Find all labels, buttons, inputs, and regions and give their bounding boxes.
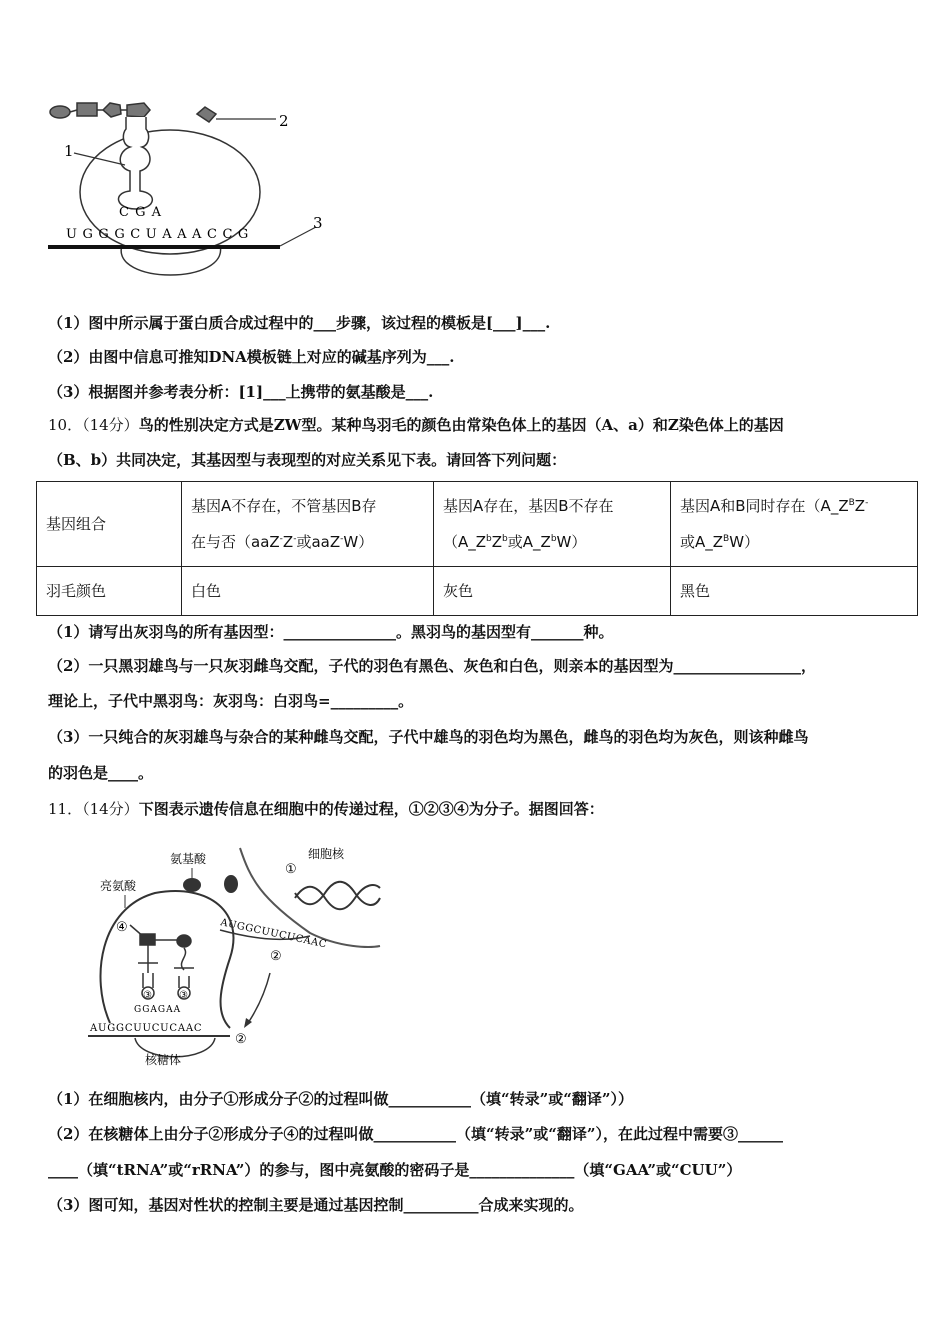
- label-amino-acid: 氨基酸: [170, 852, 207, 866]
- q10-stem-line2: （B、b）共同决定，其基因型与表现型的对应关系见下表。请回答下列问题：: [48, 451, 567, 469]
- polypeptide-chain: [50, 103, 150, 118]
- q10-sub1: （1）请写出灰羽鸟的所有基因型：_______________。黑羽鸟的基因型有_______种。: [48, 623, 614, 641]
- label-molecule-4: ④: [116, 920, 128, 935]
- cell-text: Z: [491, 533, 503, 551]
- cell-line: [680, 488, 908, 524]
- cell-text: W）: [556, 533, 587, 551]
- table-row: [37, 482, 918, 567]
- cell-line: 基因A不存在，不管基因B存: [191, 497, 377, 515]
- table-cell: 羽毛颜色: [37, 567, 182, 616]
- table-cell: [434, 482, 671, 567]
- free-amino-acid: [197, 107, 216, 122]
- mrna-sequence: U G G G C U A A A C C G: [66, 227, 250, 242]
- q11-stem-text: 下图表示遗传信息在细胞中的传递过程，①②③④为分子。据图回答：: [138, 800, 604, 818]
- superscript: B: [848, 498, 855, 508]
- cell-text: 或A_Z: [680, 533, 724, 551]
- superscript: -: [279, 534, 283, 544]
- mrna-sequence-bottom: AUGGCUUCUCAAC: [90, 1023, 203, 1034]
- q9-sub1: （1）图中所示属于蛋白质合成过程中的___步骤，该过程的模板是[___]___.: [48, 314, 551, 332]
- mrna-sequence-top: AUGGCUUCUCAAC: [219, 917, 328, 951]
- q11-sub2-cont: ____（填“tRNA”或“rRNA”）的参与，图中亮氨酸的密码子是______________（填“GAA”或“CUU”）: [48, 1161, 742, 1179]
- cell-text: 基因A和B同时存在（A_Z: [680, 497, 849, 515]
- q10-number: 10．（14分）: [48, 416, 139, 434]
- cell-line: [191, 524, 424, 560]
- table-cell: 灰色: [434, 567, 671, 616]
- table-cell: 白色: [182, 567, 434, 616]
- table-cell: [182, 482, 434, 567]
- q9-sub2: （2）由图中信息可推知DNA模板链上对应的碱基序列为___.: [48, 348, 455, 366]
- label-1: 1: [64, 142, 74, 160]
- label-ribosome: 核糖体: [145, 1053, 182, 1067]
- label-molecule-3b: ③: [179, 990, 188, 1001]
- free-amino-acid-1: [183, 878, 201, 892]
- translation-diagram-1: [40, 95, 340, 290]
- label-molecule-2b: ②: [235, 1032, 247, 1047]
- q11-sub2: （2）在核糖体上由分子②形成分子④的过程叫做___________（填“转录”或“翻译”），在此过程中需要③______: [48, 1125, 783, 1143]
- q11-sub1: （1）在细胞核内，由分子①形成分子②的过程叫做___________（填“转录”或“翻译”））: [48, 1090, 633, 1108]
- cell-text: W）: [729, 533, 760, 551]
- q11-stem: [48, 798, 604, 819]
- q10-sub3: （3）一只纯合的灰羽雄鸟与杂合的某种雌鸟交配，子代中雄鸟的羽色均为黑色，雌鸟的羽色均为灰色，则该种雌鸟: [48, 728, 809, 746]
- peptide-chain: [130, 925, 191, 947]
- cell-line: [443, 524, 661, 560]
- cell-text: 或A_Z: [507, 533, 551, 551]
- q10-sub2: （2）一只黑羽雄鸟与一只灰羽雌鸟交配，子代的羽色有黑色、灰色和白色，则亲本的基因型为_________________，: [48, 657, 816, 675]
- trna: [119, 117, 153, 209]
- anticodon-sequence: GGAGAA: [134, 1005, 182, 1015]
- q10-sub3-cont: 的羽色是____。: [48, 764, 154, 782]
- superscript: -: [293, 534, 297, 544]
- superscript: -: [865, 498, 869, 508]
- label-molecule-3a: ③: [143, 990, 152, 1001]
- table-cell: [671, 482, 918, 567]
- label-molecule-2a: ②: [270, 949, 282, 964]
- cell-text: 或aaZ: [296, 533, 341, 551]
- gene-expression-diagram: [80, 838, 390, 1068]
- cell-text: Z: [854, 497, 866, 515]
- label-molecule-1: ①: [285, 862, 297, 877]
- transport-arrow: [248, 973, 270, 1023]
- q11-number: 11．（14分）: [48, 800, 139, 818]
- superscript: b: [502, 534, 508, 544]
- cell-line: [680, 524, 908, 560]
- table-row: [37, 567, 918, 616]
- superscript: B: [723, 534, 730, 544]
- anticodon-text: C G A: [119, 205, 162, 220]
- superscript: b: [486, 534, 492, 544]
- free-amino-acid-2: [224, 875, 238, 893]
- table-cell: 黑色: [671, 567, 918, 616]
- table-cell: 基因组合: [37, 482, 182, 567]
- q10-stem-text: 鸟的性别决定方式是ZW型。某种鸟羽毛的颜色由常染色体上的基因（A、a）和Z染色体上的基因: [138, 416, 784, 434]
- dna-double-helix: [295, 882, 380, 910]
- cell-text: Z: [282, 533, 294, 551]
- label-3: 3: [313, 214, 323, 232]
- superscript: -: [340, 534, 344, 544]
- genotype-table: [36, 481, 918, 616]
- q10-stem-line1: [48, 414, 784, 435]
- q9-sub3: （3）根据图并参考表分析：[1]___上携带的氨基酸是___.: [48, 383, 434, 401]
- cell-line: 基因A存在，基因B不存在: [443, 497, 614, 515]
- q11-sub3: （3）图可知，基因对性状的控制主要是通过基因控制__________合成来实现的。: [48, 1196, 584, 1214]
- cell-text: （A_Z: [443, 533, 487, 551]
- cell-text: 在与否（aaZ: [191, 533, 280, 551]
- label-2: 2: [279, 112, 289, 130]
- q10-sub2-cont: 理论上，子代中黑羽鸟：灰羽鸟：白羽鸟=_________。: [48, 692, 414, 710]
- superscript: b: [550, 534, 557, 544]
- label-nucleus: 细胞核: [308, 847, 345, 861]
- cell-text: W）: [343, 533, 374, 551]
- label-leucine: 亮氨酸: [100, 879, 137, 893]
